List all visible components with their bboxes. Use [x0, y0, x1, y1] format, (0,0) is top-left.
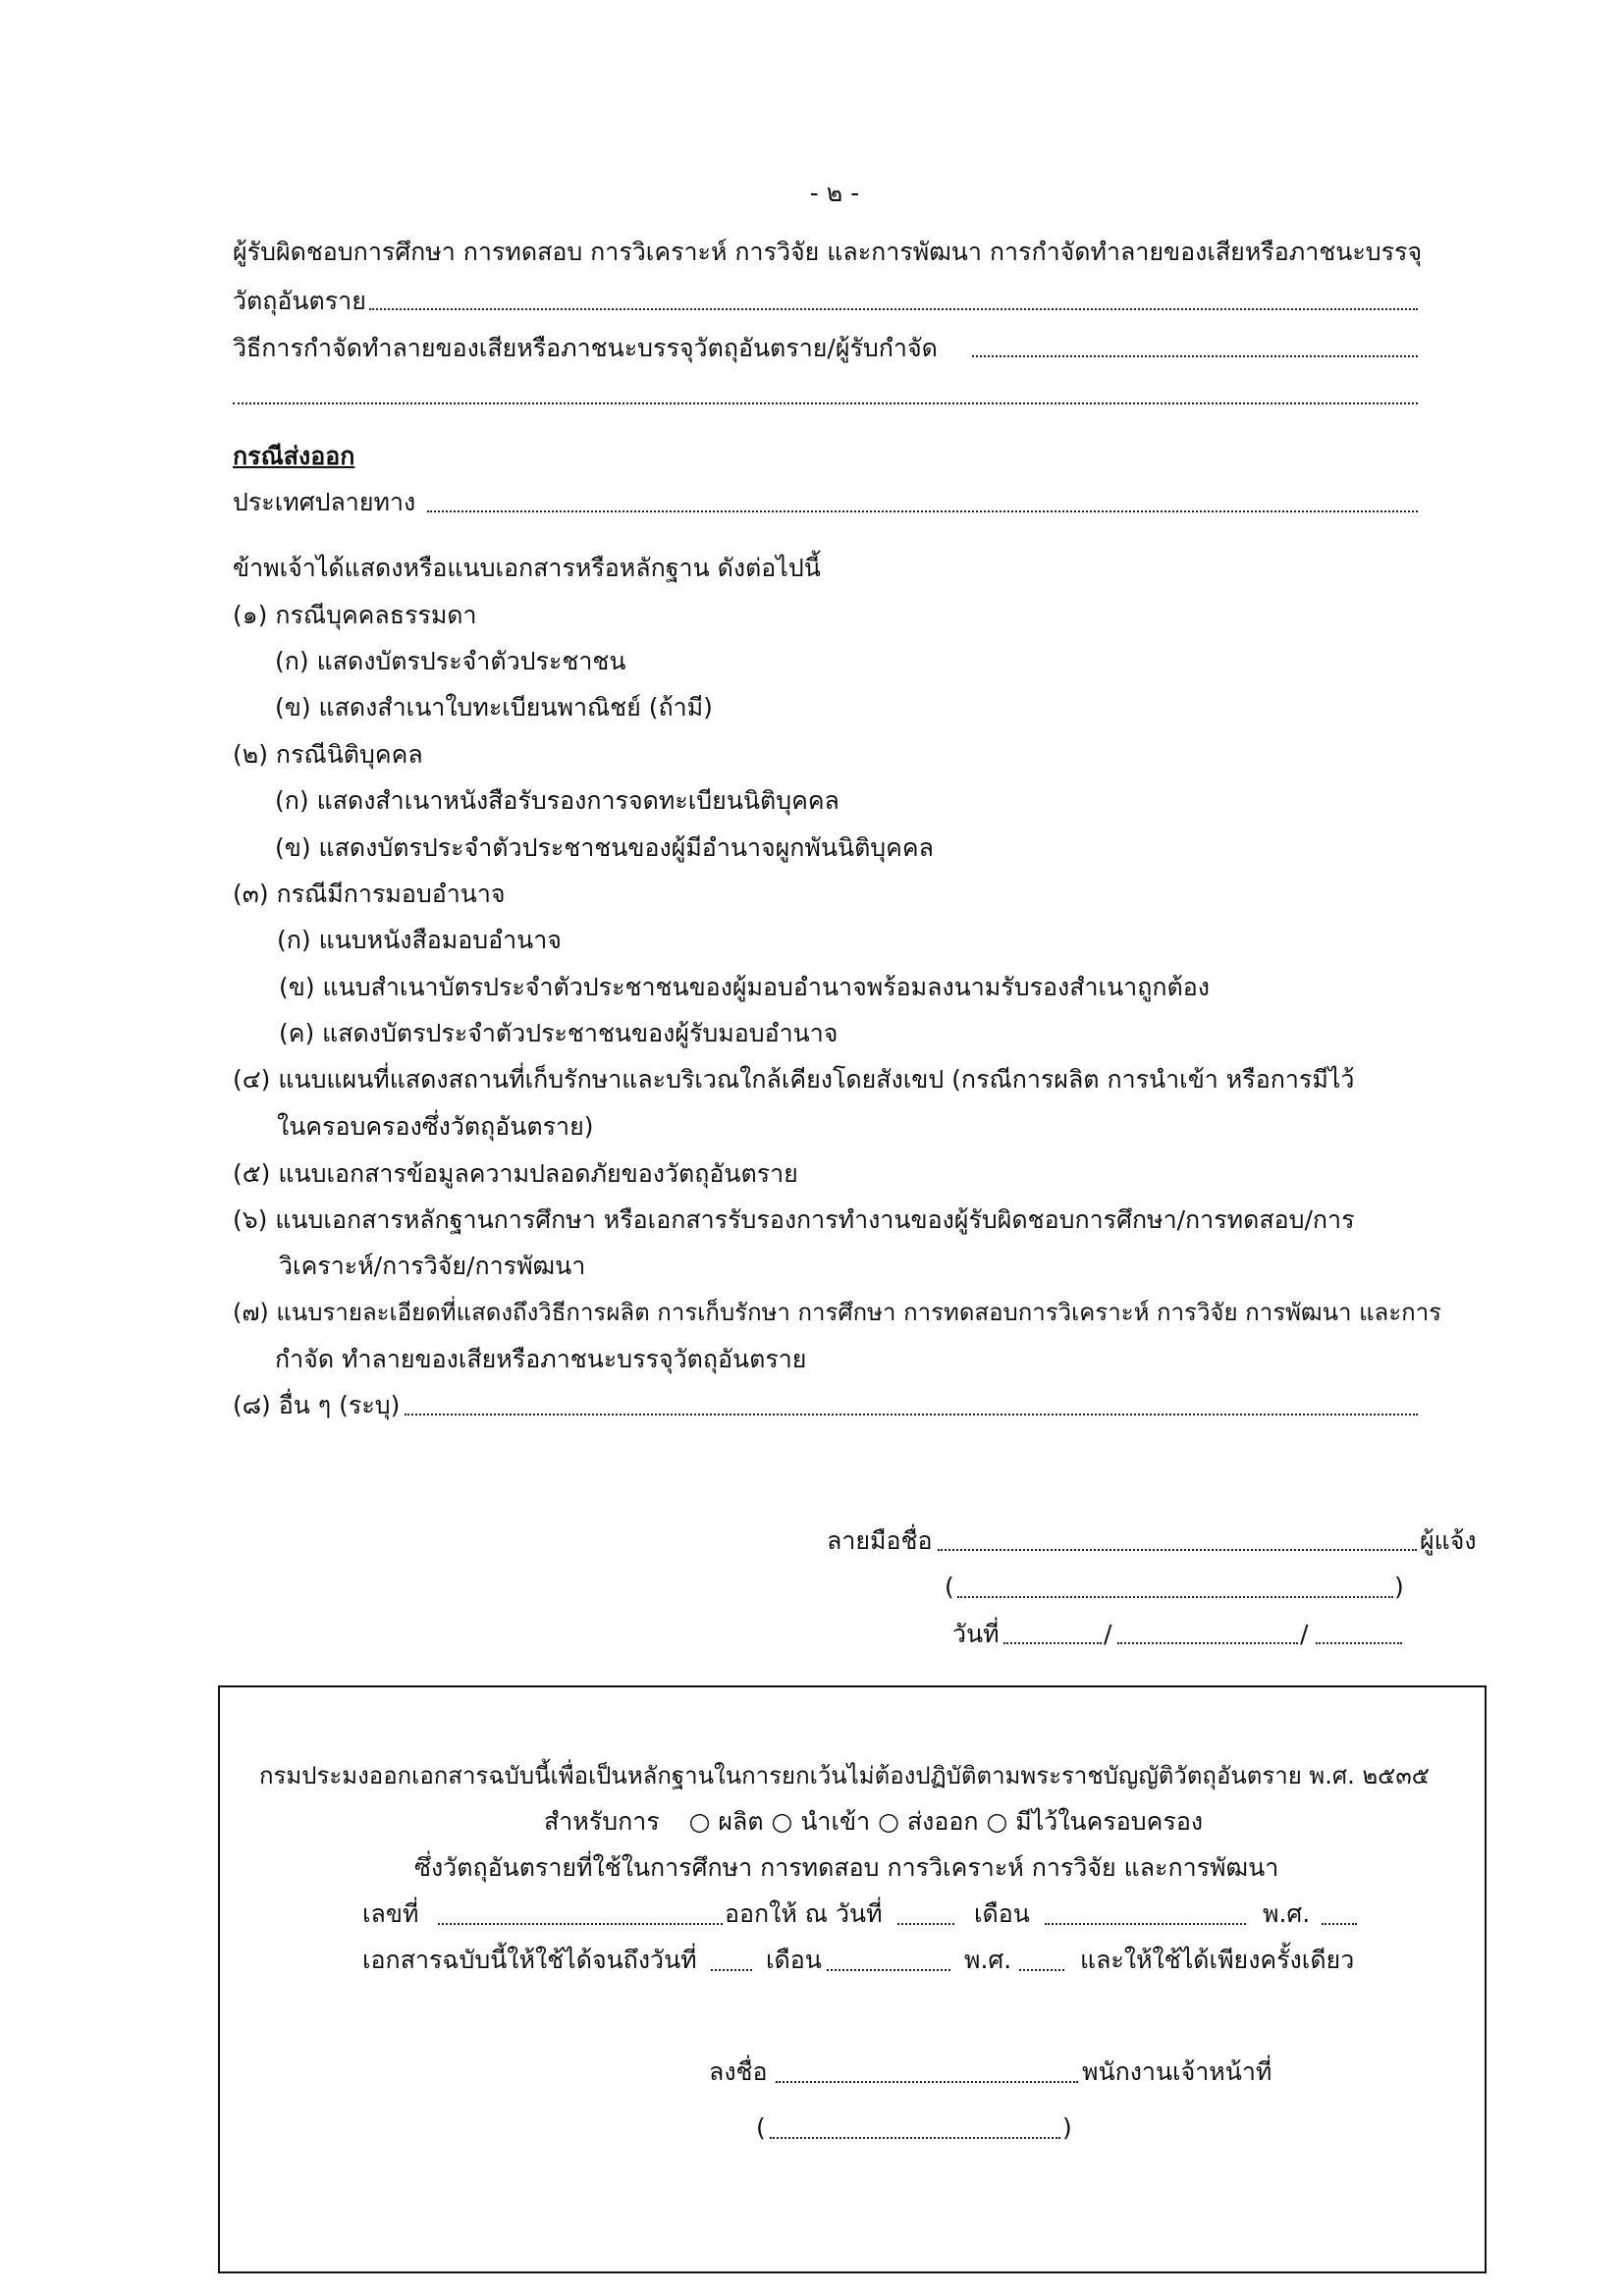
officer-name-field[interactable] — [770, 2137, 1060, 2139]
purpose-import: นำเข้า — [800, 1807, 871, 1836]
officer-signature-field[interactable] — [776, 2081, 1078, 2083]
disposal-method-field[interactable] — [972, 355, 1418, 357]
destination-label: ประเทศปลายทาง — [233, 488, 416, 516]
once-label: และให้ใช้ได้เพียงครั้งเดียว — [1080, 1946, 1355, 1974]
valid-until-label: เอกสารฉบับนี้ให้ใช้ได้จนถึงวันที่ — [362, 1946, 697, 1974]
sign-label: ลายมือชื่อ — [827, 1526, 933, 1555]
disposal-method-label: วิธีการกำจัดทำลายของเสียหรือภาชนะบรรจุวัตถุอันตราย/ผู้รับกำจัด — [233, 334, 938, 362]
doc-item-6-line-2: วิเคราะห์/การวิจัย/การพัฒนา — [279, 1252, 586, 1280]
name-paren-open: ( — [945, 1573, 954, 1601]
date-year-field[interactable] — [1316, 1642, 1402, 1644]
document-number-field[interactable] — [438, 1923, 723, 1925]
officer-paren-open: ( — [756, 2113, 766, 2142]
doc-item-6-line-1: (๖) แนบเอกสารหลักฐานการศึกษา หรือเอกสารรับรองการทำงานของผู้รับผิดชอบการศึกษา/การทดสอบ/การ — [233, 1205, 1355, 1234]
doc-item-4-line-2: ในครอบครองซึ่งวัตถุอันตราย) — [277, 1112, 594, 1141]
reporter-label: ผู้แจ้ง — [1420, 1526, 1477, 1555]
doc-item-1b: (ข) แสดงสำเนาใบทะเบียนพาณิชย์ (ถ้ามี) — [275, 693, 713, 721]
circle-icon[interactable]: ○ — [878, 1807, 899, 1836]
purpose-produce: ผลิต — [718, 1807, 764, 1836]
officer-paren-close: ) — [1062, 2113, 1072, 2142]
issued-label: ออกให้ ณ วันที่ — [725, 1899, 883, 1928]
issued-month-field[interactable] — [1045, 1923, 1246, 1925]
doc-item-3c: (ค) แสดงบัตรประจำตัวประชาชนของผู้รับมอบอำนาจ — [279, 1019, 839, 1047]
officer-title-label: พนักงานเจ้าหน้าที่ — [1082, 2057, 1272, 2086]
date-slash-1: / — [1104, 1620, 1112, 1648]
issued-year-field[interactable] — [1322, 1923, 1357, 1925]
doc-item-3b: (ข) แนบสำเนาบัตรประจำตัวประชาชนของผู้มอบอำนาจพร้อมลงนามรับรองสำเนาถูกต้อง — [279, 973, 1210, 1001]
responsible-line-1: ผู้รับผิดชอบการศึกษา การทดสอบ การวิเคราะห์ การวิจัย และการพัฒนา การกำจัดทำลายของเสียหรือภาชนะบรรจุ — [233, 238, 1423, 266]
purpose-export: ส่งออก — [906, 1807, 979, 1836]
disposal-method-field-2[interactable] — [233, 402, 1418, 404]
date-day-field[interactable] — [1003, 1642, 1102, 1644]
issued-day-field[interactable] — [897, 1923, 954, 1925]
export-heading: กรณีส่งออก — [233, 442, 355, 470]
doc-item-3: (๓) กรณีมีการมอบอำนาจ — [233, 880, 506, 908]
purpose-possess: มีไว้ในครอบครอง — [1015, 1807, 1204, 1836]
circle-icon[interactable]: ○ — [771, 1807, 793, 1836]
valid-day-field[interactable] — [711, 1969, 752, 1971]
doc-item-3a: (ก) แนบหนังสือมอบอำนาจ — [277, 926, 562, 954]
doc-item-7-line-2: กำจัด ทำลายของเสียหรือภาชนะบรรจุวัตถุอันตราย — [275, 1345, 807, 1373]
officer-sign-label: ลงชื่อ — [709, 2057, 768, 2086]
doc-item-4-line-1: (๔) แนบแผนที่แสดงสถานที่เก็บรักษาและบริเวณใกล้เคียงโดยสังเขป (กรณีการผลิต การนำเข้า หรือการมีไว้ — [233, 1065, 1355, 1094]
date-slash-2: / — [1300, 1620, 1309, 1648]
official-line-3: ซึ่งวัตถุอันตรายที่ใช้ในการศึกษา การทดสอบ การวิเคราะห์ การวิจัย และการพัฒนา — [414, 1853, 1279, 1882]
official-purpose-row — [544, 1805, 1203, 1839]
number-label: เลขที่ — [362, 1899, 419, 1928]
page-number: - ๒ - — [809, 179, 860, 207]
valid-year-label: พ.ศ. — [964, 1946, 1012, 1974]
hazardous-substance-field[interactable] — [369, 308, 1418, 310]
date-month-field[interactable] — [1117, 1642, 1298, 1644]
date-label: วันที่ — [952, 1620, 1000, 1648]
printed-name-field[interactable] — [957, 1596, 1393, 1598]
doc-item-1: (๑) กรณีบุคคลธรรมดา — [233, 601, 477, 629]
doc-item-2b: (ข) แสดงบัตรประจำตัวประชาชนของผู้มีอำนาจผูกพันนิติบุคคล — [275, 833, 934, 862]
signature-field[interactable] — [938, 1549, 1417, 1551]
name-paren-close: ) — [1394, 1573, 1404, 1601]
circle-icon[interactable]: ○ — [986, 1807, 1008, 1836]
doc-item-7-line-1: (๗) แนบรายละเอียดที่แสดงถึงวิธีการผลิต การเก็บรักษา การศึกษา การทดสอบการวิเคราะห์ การวิจัย การพัฒนา และการ — [233, 1299, 1442, 1326]
valid-month-label: เดือน — [766, 1946, 822, 1974]
valid-month-field[interactable] — [827, 1969, 950, 1971]
doc-item-8: (๘) อื่น ๆ (ระบุ) — [233, 1391, 401, 1419]
issued-month-label: เดือน — [974, 1899, 1030, 1928]
doc-item-2a: (ก) แสดงสำเนาหนังสือรับรองการจดทะเบียนนิติบุคคล — [275, 786, 839, 815]
circle-icon[interactable]: ○ — [688, 1807, 711, 1836]
doc-item-1a: (ก) แสดงบัตรประจำตัวประชาชน — [275, 647, 626, 675]
official-line-1: กรมประมงออกเอกสารฉบับนี้เพื่อเป็นหลักฐานในการยกเว้นไม่ต้องปฏิบัติตามพระราชบัญญัติวัตถุอันตราย พ.ศ. ๒๕๓๕ — [259, 1762, 1430, 1789]
purpose-label: สำหรับการ — [544, 1807, 660, 1836]
destination-country-field[interactable] — [427, 510, 1418, 512]
doc-item-2: (๒) กรณีนิติบุคคล — [233, 740, 423, 769]
other-specify-field[interactable] — [405, 1414, 1418, 1415]
responsible-line-2: วัตถุอันตราย — [233, 287, 366, 315]
official-issuance-box — [218, 1685, 1487, 2273]
documents-intro: ข้าพเจ้าได้แสดงหรือแนบเอกสารหรือหลักฐาน ดังต่อไปนี้ — [233, 554, 821, 582]
valid-year-field[interactable] — [1019, 1969, 1064, 1971]
issued-year-label: พ.ศ. — [1263, 1899, 1311, 1928]
doc-item-5: (๕) แนบเอกสารข้อมูลความปลอดภัยของวัตถุอันตราย — [233, 1159, 798, 1188]
